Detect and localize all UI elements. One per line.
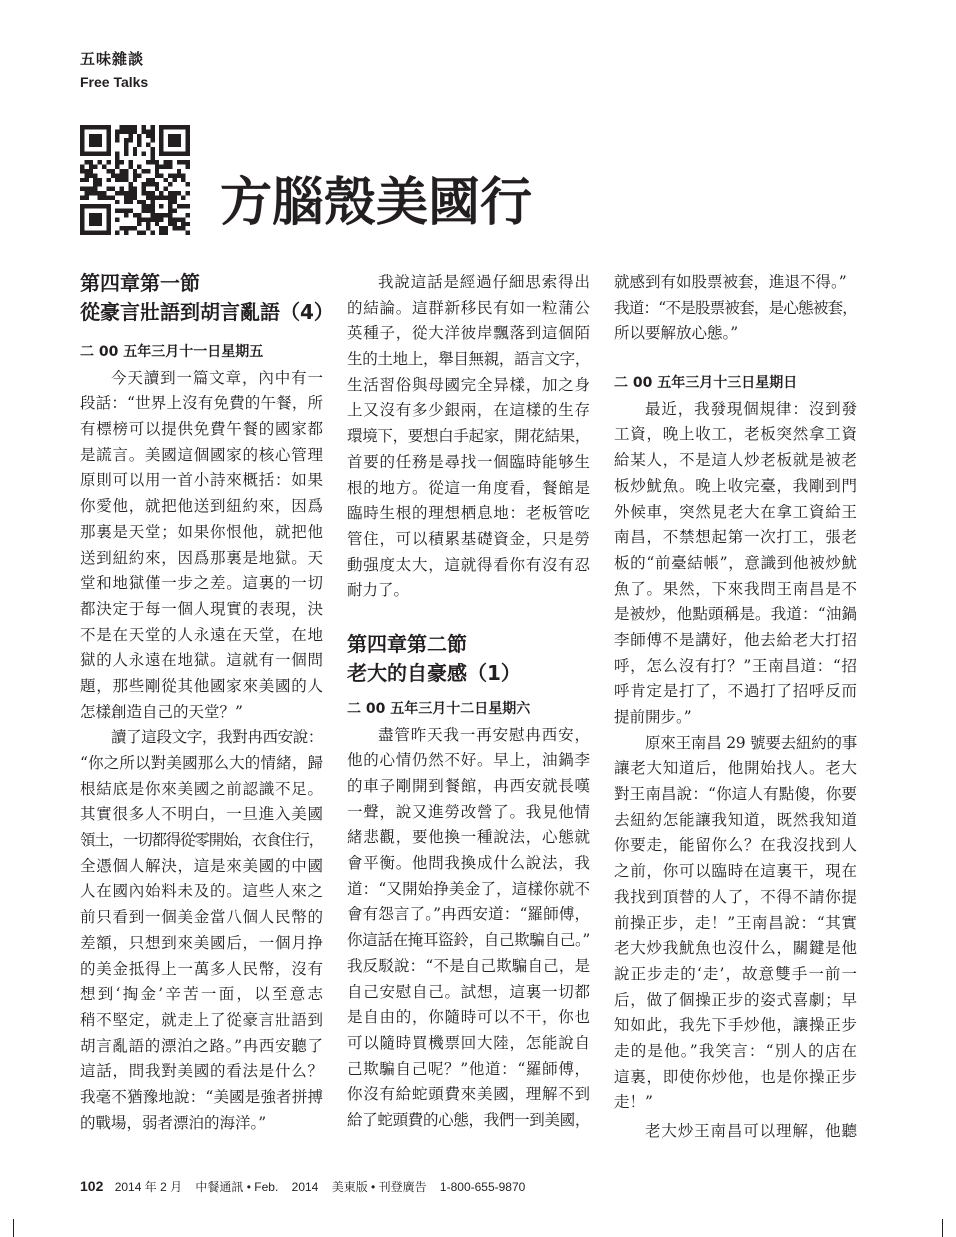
text-line: 讓老大知道后，他開始找人。老大: [614, 759, 857, 778]
phone-number: 1-800-655-9870: [439, 1180, 526, 1194]
text-line: 差額，只想到來美國后，一個月挣: [80, 933, 323, 952]
text-line: 我找到頂替的人了，不得不請你提: [614, 887, 857, 906]
text-line: 自己安慰自己。試想，這裏一切都: [347, 982, 590, 1001]
publication-name: 中餐通訊 • Feb.: [195, 1180, 279, 1194]
text-line: 全憑個人解決，這是來美國的中國: [80, 856, 323, 875]
text-line: 你這話在掩耳盜鈴，自己欺騙自己。”: [347, 931, 590, 950]
section-label: 五味雜談: [80, 50, 145, 68]
paragraph: [614, 731, 857, 1116]
text-line: 的車子剛開到餐館，冉西安就長嘆: [347, 777, 590, 795]
article-title: 方腦殼美國行: [220, 172, 533, 233]
text-line: 稍不堅定，就走上了從豪言壯語到: [80, 1010, 323, 1029]
text-line: 生的土地上，舉目無親，語言文字，: [347, 350, 590, 369]
text-line: 他的心情仍然不好。早上，油鍋李: [347, 751, 590, 770]
text-line: 之前，你可以臨時在這裏干，現在: [614, 862, 857, 881]
text-line: 你愛他，就把他送到紐約來，因爲: [80, 497, 323, 516]
text-line: 不是在天堂的人永遠在天堂，在地: [80, 625, 323, 644]
text-line: 說正步走的‘走’，故意雙手一前一: [614, 964, 857, 983]
text-line: 臨時生根的理想栖息地：老板管吃: [347, 504, 590, 523]
text-line: 這裏，即使你炒他，也是你操正步: [614, 1067, 857, 1086]
text-column-1: [80, 269, 334, 1136]
text-line: 是自由的，你隨時可以不干，你也: [347, 1008, 590, 1027]
text-line: 前操正步，走！”王南昌說：“其實: [614, 913, 857, 932]
text-line: 老大炒王南昌可以理解，他聽: [645, 1122, 857, 1140]
text-line: 有標榜可以提供免費午餐的國家都: [80, 420, 323, 439]
issue-date: 2014 年 2 月: [114, 1180, 183, 1194]
page-footer: [80, 1178, 525, 1196]
text-line: 工資，晚上收工，老板突然拿工資: [614, 425, 857, 444]
text-line: 段話：“世界上沒有免費的午餐，所: [80, 394, 323, 413]
text-line: 南昌，不禁想起第一次打工，張老: [614, 528, 857, 547]
text-line: 我道：“不是股票被套，是心態被套，: [614, 298, 857, 317]
text-line: 根的地方。從這一角度看，餐館是: [347, 478, 590, 497]
paragraph: [80, 725, 323, 1136]
page-number: 102: [80, 1178, 104, 1194]
chapter-heading: 第四章第一節: [80, 271, 200, 295]
chapter-subheading: 老大的自豪感（1）: [347, 660, 521, 685]
text-line: 呼，怎么沒有打？”王南昌道：“招: [614, 656, 857, 675]
text-line: 送到紐約來，因爲那裏是地獄。天: [80, 548, 323, 567]
paragraph-continued: [614, 270, 857, 296]
text-line: 去紐約怎能讓我知道，既然我知道: [614, 810, 857, 829]
text-line: 根結底是你來美國之前認識不足。: [80, 779, 323, 798]
text-line: 會平衡。他問我換成什么說法，我: [347, 854, 590, 873]
text-line: 道：“又開始挣美金了，這樣你就不: [347, 879, 590, 898]
text-line: 胡言亂語的漂泊之路。”冉西安聽了: [80, 1036, 323, 1055]
crop-mark: [13, 1219, 14, 1237]
text-line: 生活習俗與母國完全异樣，加之身: [347, 375, 590, 394]
text-line: 老大炒我魷魚也沒什么，關鍵是他: [614, 939, 857, 958]
text-line: 可以隨時買機票回大陸，怎能說自: [347, 1033, 590, 1052]
text-line: 前只看到一個美金當八個人民幣的: [80, 908, 323, 927]
text-line: 魚了。果然，下來我問王南昌是不: [614, 579, 857, 598]
paragraph: [80, 366, 323, 726]
text-line: 提前開步。”: [614, 708, 692, 726]
paragraph: [614, 1119, 857, 1145]
text-line: 其實很多人不明白，一旦進入美國: [80, 805, 323, 824]
text-line: 走的是他。”我笑言：“別人的店在: [614, 1041, 857, 1060]
text-line: 我毫不猶豫地說：“美國是強者拼搏: [80, 1087, 323, 1106]
text-line: 原來王南昌 29 號要去紐約的事: [645, 733, 857, 752]
chapter-heading: 第四章第二節: [347, 631, 467, 656]
entry-date: 二 00 五年三月十二日星期六: [347, 700, 531, 717]
text-line: 是被炒，他點頭稱是。我道：“油鍋: [614, 605, 857, 624]
text-line: 的戰場，弱者漂泊的海洋。”: [80, 1113, 267, 1132]
text-line: 給了蛇頭費的心態，我們一到美國，: [347, 1110, 590, 1129]
paragraph: [347, 270, 590, 604]
text-line: 怎樣創造自己的天堂？”: [80, 702, 243, 721]
text-line: 上又沒有多少銀兩，在這樣的生存: [347, 401, 590, 420]
text-line: 堂和地獄僅一步之差。這裏的一切: [80, 574, 323, 593]
text-line: 就感到有如股票被套，進退不得。”: [614, 273, 847, 291]
section-label-english: Free Talks: [80, 74, 149, 90]
text-line: 環境下，要想白手起家，開花結果，: [347, 427, 590, 446]
text-line: 會有怨言了。”冉西安道：“羅師傅，: [347, 905, 590, 924]
issue-year: 2014: [291, 1180, 319, 1194]
text-line: 的美金抵得上一萬多人民幣，沒有: [80, 959, 323, 978]
text-line: 你要走，能留你么？在我沒找到人: [614, 836, 857, 855]
paragraph: [614, 296, 857, 347]
text-line: 呼肯定是打了，不過打了招呼反而: [614, 682, 857, 701]
chapter-subheading: 從豪言壯語到胡言亂語（4）: [80, 300, 334, 324]
edition-label: 美東版 • 刊登廣告: [331, 1180, 427, 1194]
text-line: 那裏是天堂；如果你恨他，就把他: [80, 522, 323, 541]
text-line: 原則可以用一首小詩來概括：如果: [80, 471, 323, 490]
text-line: 是謊言。美國這個國家的核心管理: [80, 445, 323, 464]
text-line: 耐力了。: [347, 581, 410, 600]
text-line: 這話，問我對美國的看法是什么？: [80, 1062, 323, 1081]
qr-code-icon: [80, 125, 190, 235]
text-line: 管住，可以積累基礎資金，只是勞: [347, 529, 590, 548]
paragraph: [347, 723, 590, 1134]
text-line: 我反駁說：“不是自己欺騙自己，是: [347, 956, 590, 975]
text-line: 最近，我發現個規律：沒到發: [645, 399, 857, 418]
text-line: 首要的任務是尋找一個臨時能够生: [347, 452, 590, 471]
paragraph: [614, 397, 857, 731]
text-line: 李師傅不是講好，他去給老大打招: [614, 630, 857, 649]
text-line: 所以要解放心態。”: [614, 324, 739, 343]
text-line: 對王南昌說：“你這人有點傻，你要: [614, 785, 857, 804]
text-line: 板的“前臺結帳”，意識到他被炒魷: [614, 553, 857, 572]
entry-date: 二 00 五年三月十三日星期日: [614, 375, 798, 392]
text-line: 走！”: [614, 1093, 653, 1112]
text-line: 想到‘掏金’辛苦一面，以至意志: [80, 985, 323, 1004]
text-line: 知如此，我先下手炒他，讓操正步: [614, 1016, 857, 1035]
text-line: 的結論。這群新移民有如一粒蒲公: [347, 298, 590, 317]
text-column-2: [347, 270, 590, 1134]
text-line: 給某人，不是這人炒老板就是被老: [614, 451, 857, 470]
entry-date: 二 00 五年三月十一日星期五: [80, 344, 264, 360]
text-line: 一聲，說又進勞改營了。我見他情: [347, 802, 590, 821]
text-line: 今天讀到一篇文章，內中有一: [111, 368, 323, 387]
text-line: 后，做了個操正步的姿式喜劇；早: [614, 990, 857, 1009]
qr-code[interactable]: [80, 125, 190, 235]
crop-mark: [942, 1219, 943, 1237]
text-line: “你之所以對美國那么大的情緒，歸: [80, 754, 323, 772]
text-column-3: [614, 270, 857, 1145]
text-line: 外候車，突然見老大在拿工資給王: [614, 502, 857, 521]
text-line: 題，那些剛從其他國家來美國的人: [80, 676, 323, 695]
text-line: 我說這話是經過仔細思索得出: [378, 273, 590, 291]
text-line: 你沒有給蛇頭費來美國，理解不到: [347, 1085, 590, 1104]
text-line: 獄的人永遠在地獄。這就有一個問: [80, 651, 323, 670]
text-line: 讀了這段文字，我對冉西安說：: [111, 728, 323, 747]
text-line: 板炒魷魚。晚上收完臺，我剛到門: [614, 476, 857, 495]
text-line: 緒悲觀，要他換一種說法，心態就: [347, 828, 590, 847]
text-line: 英種子，從大洋彼岸飄落到這個陌: [347, 324, 590, 343]
text-line: 盡管昨天我一再安慰冉西安，: [378, 725, 590, 744]
text-line: 都決定于每一個人現實的表現，決: [80, 599, 323, 618]
text-line: 己欺騙自己呢？”他道：“羅師傅，: [347, 1059, 590, 1078]
text-line: 人在國內始料未及的。這些人來之: [80, 882, 323, 901]
text-line: 領土，一切都得從零開始，衣食住行，: [80, 831, 323, 850]
text-line: 動强度太大，這就得看你有沒有忍: [347, 555, 590, 574]
